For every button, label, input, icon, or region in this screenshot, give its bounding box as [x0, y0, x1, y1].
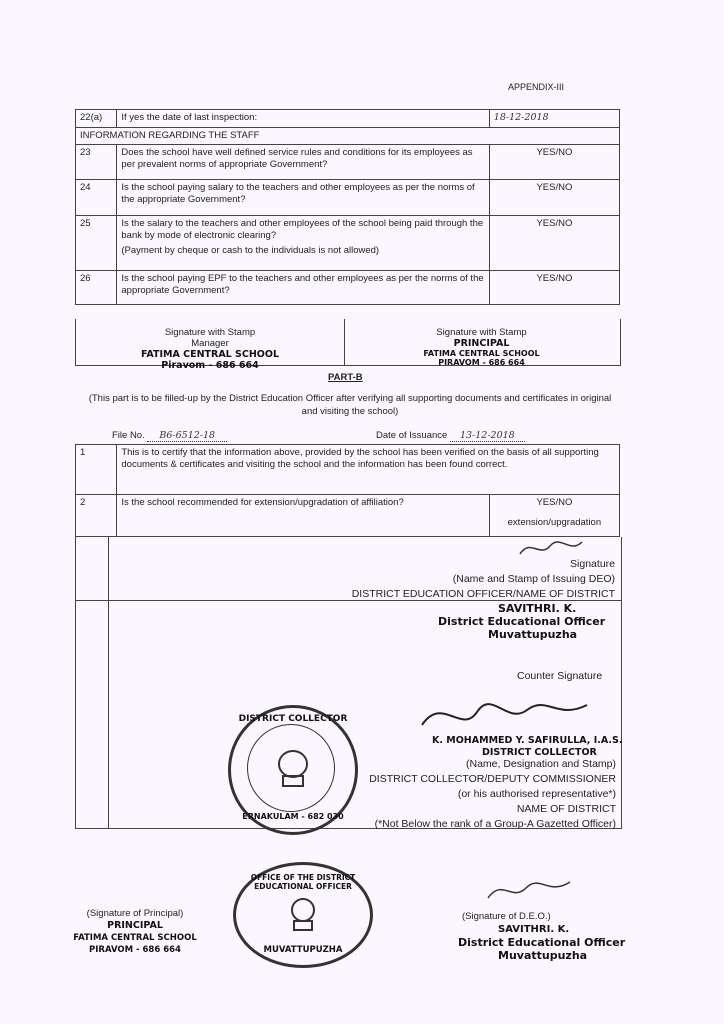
issuance-date-label: Date of Issuance	[376, 430, 448, 441]
principal-title: PRINCIPAL	[453, 338, 510, 349]
collector-district-label: NAME OF DISTRICT	[516, 803, 616, 815]
counter-signature-label: Counter Signature	[517, 670, 603, 682]
collector-title-label: DISTRICT COLLECTOR/DEPUTY COMMISSIONER	[369, 773, 616, 785]
file-no-line	[112, 430, 227, 441]
principal-bottom-block	[60, 908, 210, 956]
table-row	[76, 216, 620, 271]
recommend-answer	[489, 495, 619, 537]
deo-bottom-block	[458, 910, 625, 962]
manager-stamp-address: Piravom - 686 664	[161, 360, 259, 371]
deo-stamp-name: SAVITHRI. K.	[498, 602, 577, 615]
file-no-label: File No.	[112, 430, 145, 441]
row-number: 26	[76, 271, 117, 305]
question-text: Is the school paying EPF to the teachers and other employees as per the norms of the appropriate Government?	[117, 271, 489, 305]
answer-yes-no: YES/NO	[489, 216, 619, 271]
collector-stamp-name: K. MOHAMMED Y. SAFIRULLA, I.A.S.	[432, 735, 623, 746]
deo-name-stamp-label: (Name and Stamp of Issuing DEO)	[452, 573, 615, 585]
appendix-label: APPENDIX-III	[508, 82, 565, 92]
principal-stamp-school: FATIMA CENTRAL SCHOOL	[423, 349, 540, 358]
manager-signature-box	[75, 319, 345, 371]
answer-yes-no: YES/NO	[489, 271, 619, 305]
staff-section-header: INFORMATION REGARDING THE STAFF	[76, 128, 620, 145]
emblem-icon	[288, 895, 318, 935]
table-row	[76, 128, 620, 145]
answer-yes-no: YES/NO	[489, 145, 619, 180]
table-row	[76, 110, 620, 128]
emblem-icon	[273, 746, 313, 792]
staff-table	[75, 109, 620, 305]
deo-bottom-name: SAVITHRI. K.	[498, 924, 570, 935]
deo-bottom-signature-mark	[484, 876, 574, 906]
deo-stamp-title: District Educational Officer	[438, 615, 606, 628]
collector-signature-mark	[417, 690, 607, 740]
principal-signature-label: Signature with Stamp	[436, 327, 527, 338]
part-b-table	[75, 444, 620, 537]
deo-signature-caption: (Signature of D.E.O.)	[462, 911, 551, 922]
question-note: (Payment by cheque or cash to the individuals is not allowed)	[121, 245, 380, 256]
row-number: 23	[76, 145, 117, 180]
part-b-title: PART-B	[328, 372, 363, 383]
deo-office-seal-bottom-text: MUVATTUPUZHA	[263, 945, 343, 955]
deo-bottom-title: District Educational Officer	[458, 936, 626, 949]
collector-labels	[369, 757, 616, 832]
table-row	[76, 445, 620, 495]
manager-signature-label: Signature with Stamp	[164, 327, 256, 338]
answer-yes-no: YES/NO	[536, 497, 573, 508]
row-number: 24	[76, 180, 117, 216]
table-row	[76, 495, 620, 537]
part-b-note: (This part is to be filled-up by the District Education Officer after verifying all supporting documents and certificates in original and visiting the school)	[88, 393, 612, 417]
principal-bottom-title: PRINCIPAL	[107, 920, 163, 931]
principal-stamp-address: PIRAVOM - 686 664	[438, 358, 525, 367]
principal-bottom-address: PIRAVOM - 686 664	[89, 945, 181, 955]
collector-rep-label: (or his authorised representative*)	[457, 788, 616, 800]
question-text: Does the school have well defined service rules and conditions for its employees as per prevalent norms of appropriate Government?	[117, 145, 489, 180]
principal-signature-box	[343, 319, 621, 366]
question-cell	[117, 216, 489, 271]
row-number: 25	[76, 216, 117, 271]
row-number: 22(a)	[76, 110, 117, 128]
collector-seal-top-text: DISTRICT COLLECTOR	[238, 714, 348, 724]
deo-signature-mark	[516, 536, 586, 562]
answer-extension: extension/upgradation	[507, 517, 602, 528]
inspection-date: 18-12-2018	[489, 110, 619, 128]
deo-officer-line: DISTRICT EDUCATION OFFICER/NAME OF DISTRICT	[351, 588, 615, 600]
table-row	[76, 180, 620, 216]
collector-stamp-title: DISTRICT COLLECTOR	[482, 747, 597, 758]
issuance-date-value: 13-12-2018	[450, 430, 525, 442]
deo-office-seal	[233, 862, 373, 968]
certify-text: This is to certify that the information above, provided by the school has been verified on the basis of all supporting documents & certificates and visiting the school and the information has been found correct.	[117, 445, 620, 495]
manager-title: Manager	[191, 338, 229, 349]
deo-office-seal-top-text: OFFICE OF THE DISTRICT EDUCATIONAL OFFICER	[250, 873, 356, 891]
deo-stamp-place: Muvattupuzha	[488, 628, 578, 641]
table-row	[76, 145, 620, 180]
question-text: Is the salary to the teachers and other employees of the school being paid through the bank by mode of electronic clearing?	[121, 218, 484, 241]
collector-rank-note: (*Not Below the rank of a Group-A Gazetted Officer)	[374, 818, 616, 830]
principal-signature-caption: (Signature of Principal)	[86, 908, 184, 919]
answer-yes-no: YES/NO	[489, 180, 619, 216]
question-text: Is the school paying salary to the teachers and other employees as per the norms of the appropriate Government?	[117, 180, 489, 216]
row-number: 2	[76, 495, 117, 537]
collector-name-label: (Name, Designation and Stamp)	[466, 758, 616, 770]
deo-bottom-place: Muvattupuzha	[498, 949, 588, 962]
question-text: If yes the date of last inspection:	[117, 110, 489, 128]
collector-seal-bottom-text: ERNAKULAM - 682 030	[242, 812, 344, 821]
issuance-date-line	[376, 430, 525, 441]
recommend-text: Is the school recommended for extension/upgradation of affiliation?	[117, 495, 489, 537]
collector-seal	[228, 705, 358, 835]
principal-bottom-school: FATIMA CENTRAL SCHOOL	[73, 933, 197, 943]
manager-stamp-school: FATIMA CENTRAL SCHOOL	[140, 349, 280, 360]
deo-signature-label: Signature	[570, 558, 615, 570]
row-number: 1	[76, 445, 117, 495]
file-no-value: B6-6512-18	[147, 430, 227, 442]
table-row	[76, 271, 620, 305]
